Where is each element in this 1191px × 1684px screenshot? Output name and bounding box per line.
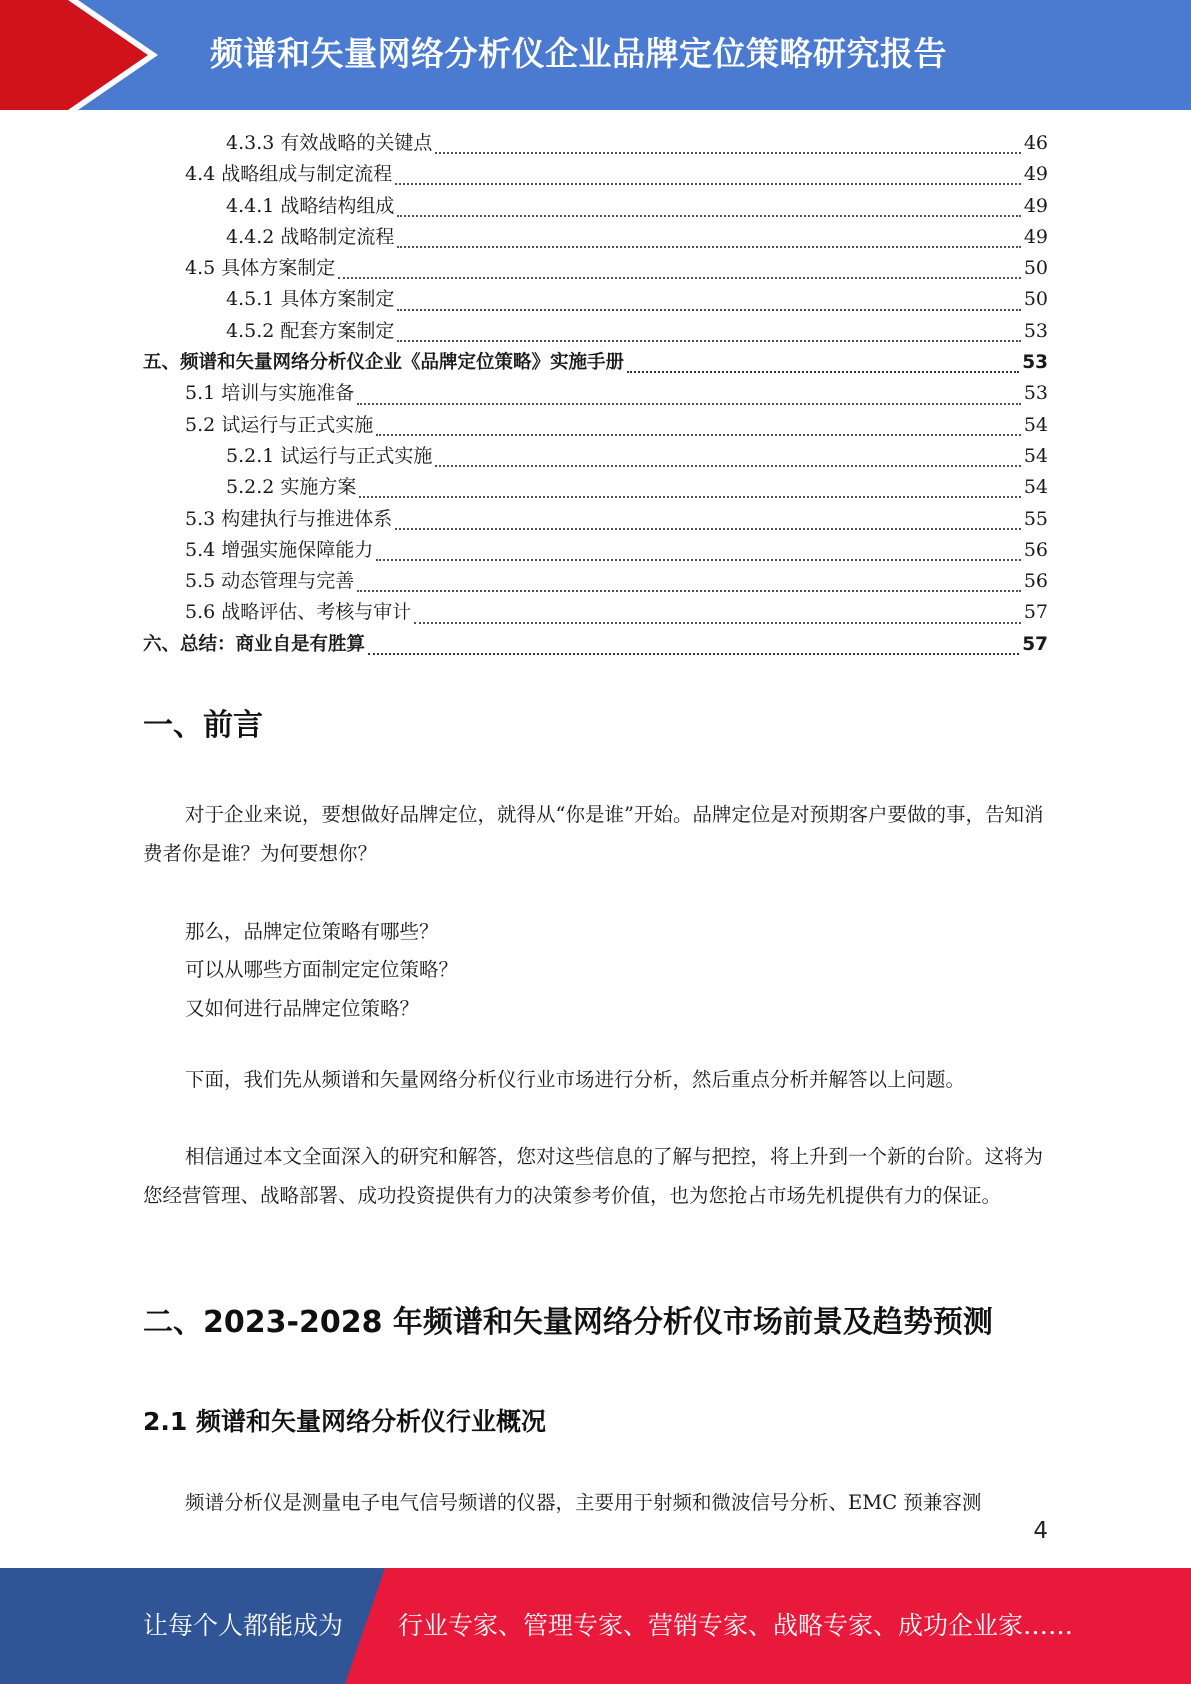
preface-paragraph-3: 相信通过本文全面深入的研究和解答，您对这些信息的了解与把控，将上升到一个新的台阶。这将为您经营管理、战略部署、成功投资提供有力的决策参考价值，也为您抢占市场先机提供有力的保证。 bbox=[143, 1145, 1044, 1207]
toc-entry-page: 53 bbox=[1023, 382, 1048, 405]
preface-paragraph-1: 对于企业来说，要想做好品牌定位，就得从“你是谁”开始。品牌定位是对预期客户要做的事，告知消费者你是谁？为何要想你？ bbox=[143, 803, 1044, 865]
preface-question-3: 又如何进行品牌定位策略？ bbox=[185, 997, 420, 1020]
toc-entry[interactable] bbox=[143, 566, 1048, 597]
toc-entry-label: 4.4.2 战略制定流程 bbox=[226, 225, 395, 248]
page-header bbox=[0, 0, 1191, 110]
toc-entry-label: 六、总结：商业自是有胜算 bbox=[143, 633, 366, 655]
section-heading-preface: 一、前言 bbox=[143, 708, 263, 743]
toc-entry[interactable] bbox=[143, 504, 1048, 535]
toc-entry-label: 5.1 培训与实施准备 bbox=[185, 382, 355, 405]
toc-entry-page: 57 bbox=[1022, 633, 1048, 655]
toc-dot-leader bbox=[338, 276, 1021, 279]
footer-slogan-left: 让每个人都能成为 bbox=[143, 1611, 344, 1640]
industry-overview-paragraph: 频谱分析仪是测量电子电气信号频谱的仪器，主要用于射频和微波信号分析、EMC 预兼容测 bbox=[185, 1491, 982, 1514]
toc-entry[interactable] bbox=[143, 316, 1048, 347]
toc-entry[interactable] bbox=[143, 629, 1048, 660]
toc-entry[interactable] bbox=[143, 191, 1048, 222]
toc-dot-leader bbox=[395, 182, 1021, 185]
toc-entry-label: 4.4.1 战略结构组成 bbox=[226, 194, 395, 217]
toc-entry-page: 55 bbox=[1023, 507, 1048, 530]
toc-dot-leader bbox=[376, 433, 1021, 436]
toc-entry-label: 4.5.2 配套方案制定 bbox=[226, 319, 395, 342]
toc-entry[interactable] bbox=[143, 128, 1048, 159]
header-title: 频谱和矢量网络分析仪企业品牌定位策略研究报告 bbox=[210, 34, 947, 73]
preface-paragraph-2: 下面，我们先从频谱和矢量网络分析仪行业市场进行分析，然后重点分析并解答以上问题。 bbox=[185, 1068, 966, 1091]
toc-entry-label: 5.3 构建执行与推进体系 bbox=[185, 507, 393, 530]
toc-dot-leader bbox=[397, 245, 1020, 248]
toc-entry-label: 5.2.2 实施方案 bbox=[226, 476, 357, 499]
toc-entry-page: 54 bbox=[1023, 413, 1048, 436]
toc-entry-page: 54 bbox=[1023, 444, 1048, 467]
subsection-heading-industry-overview: 2.1 频谱和矢量网络分析仪行业概况 bbox=[143, 1407, 546, 1436]
toc-entry-label: 4.3.3 有效战略的关键点 bbox=[226, 132, 433, 154]
toc-entry[interactable] bbox=[143, 284, 1048, 315]
toc-entry[interactable] bbox=[143, 472, 1048, 503]
toc-dot-leader bbox=[357, 589, 1021, 592]
toc-entry-page: 49 bbox=[1023, 163, 1048, 186]
toc-entry-page: 53 bbox=[1023, 319, 1048, 342]
toc-entry-label: 五、频谱和矢量网络分析仪企业《品牌定位策略》实施手册 bbox=[143, 352, 625, 374]
toc-dot-leader bbox=[359, 495, 1020, 498]
toc-entry-page: 53 bbox=[1022, 352, 1048, 374]
toc-dot-leader bbox=[395, 527, 1021, 530]
toc-dot-leader bbox=[414, 621, 1021, 624]
toc-entry[interactable] bbox=[143, 347, 1048, 378]
page-footer bbox=[0, 1568, 1191, 1684]
header-chevron-icon bbox=[0, 0, 160, 110]
toc-dot-leader bbox=[435, 464, 1020, 467]
toc-entry-page: 54 bbox=[1023, 476, 1048, 499]
toc-entry[interactable] bbox=[143, 410, 1048, 441]
toc-entry-label: 4.5.1 具体方案制定 bbox=[226, 288, 395, 311]
toc-dot-leader bbox=[397, 214, 1020, 217]
toc-entry-label: 5.6 战略评估、考核与审计 bbox=[185, 601, 412, 624]
toc-entry[interactable] bbox=[143, 159, 1048, 190]
table-of-contents bbox=[143, 128, 1048, 660]
toc-entry-page: 56 bbox=[1023, 570, 1048, 593]
toc-dot-leader bbox=[376, 558, 1021, 561]
toc-entry-page: 50 bbox=[1023, 288, 1048, 311]
toc-dot-leader bbox=[357, 402, 1021, 405]
toc-entry-page: 49 bbox=[1023, 225, 1048, 248]
toc-entry-label: 5.2.1 试运行与正式实施 bbox=[226, 444, 433, 467]
toc-entry-page: 56 bbox=[1023, 538, 1048, 561]
toc-entry-page: 49 bbox=[1023, 194, 1048, 217]
toc-entry-label: 4.4 战略组成与制定流程 bbox=[185, 163, 393, 186]
toc-entry-label: 5.4 增强实施保障能力 bbox=[185, 538, 374, 561]
toc-entry[interactable] bbox=[143, 441, 1048, 472]
footer-slogan-right: 行业专家、管理专家、营销专家、战略专家、成功企业家…… bbox=[398, 1611, 1074, 1640]
toc-dot-leader bbox=[627, 370, 1019, 373]
toc-entry-page: 46 bbox=[1023, 132, 1048, 154]
toc-entry[interactable] bbox=[143, 597, 1048, 628]
preface-question-1: 那么，品牌定位策略有哪些？ bbox=[185, 920, 439, 943]
section-heading-market-outlook: 二、2023-2028 年频谱和矢量网络分析仪市场前景及趋势预测 bbox=[143, 1305, 993, 1340]
toc-entry[interactable] bbox=[143, 378, 1048, 409]
toc-entry-label: 4.5 具体方案制定 bbox=[185, 257, 336, 280]
toc-entry-page: 50 bbox=[1023, 257, 1048, 280]
page-number: 4 bbox=[1033, 1518, 1048, 1544]
toc-dot-leader bbox=[435, 151, 1020, 154]
toc-entry-label: 5.2 试运行与正式实施 bbox=[185, 413, 374, 436]
toc-entry-label: 5.5 动态管理与完善 bbox=[185, 570, 355, 593]
toc-entry[interactable] bbox=[143, 535, 1048, 566]
toc-entry-page: 57 bbox=[1023, 601, 1048, 624]
preface-question-2: 可以从哪些方面制定定位策略？ bbox=[185, 958, 459, 981]
toc-dot-leader bbox=[368, 652, 1019, 655]
toc-dot-leader bbox=[397, 308, 1020, 311]
toc-dot-leader bbox=[397, 339, 1020, 342]
toc-entry[interactable] bbox=[143, 222, 1048, 253]
toc-entry[interactable] bbox=[143, 253, 1048, 284]
